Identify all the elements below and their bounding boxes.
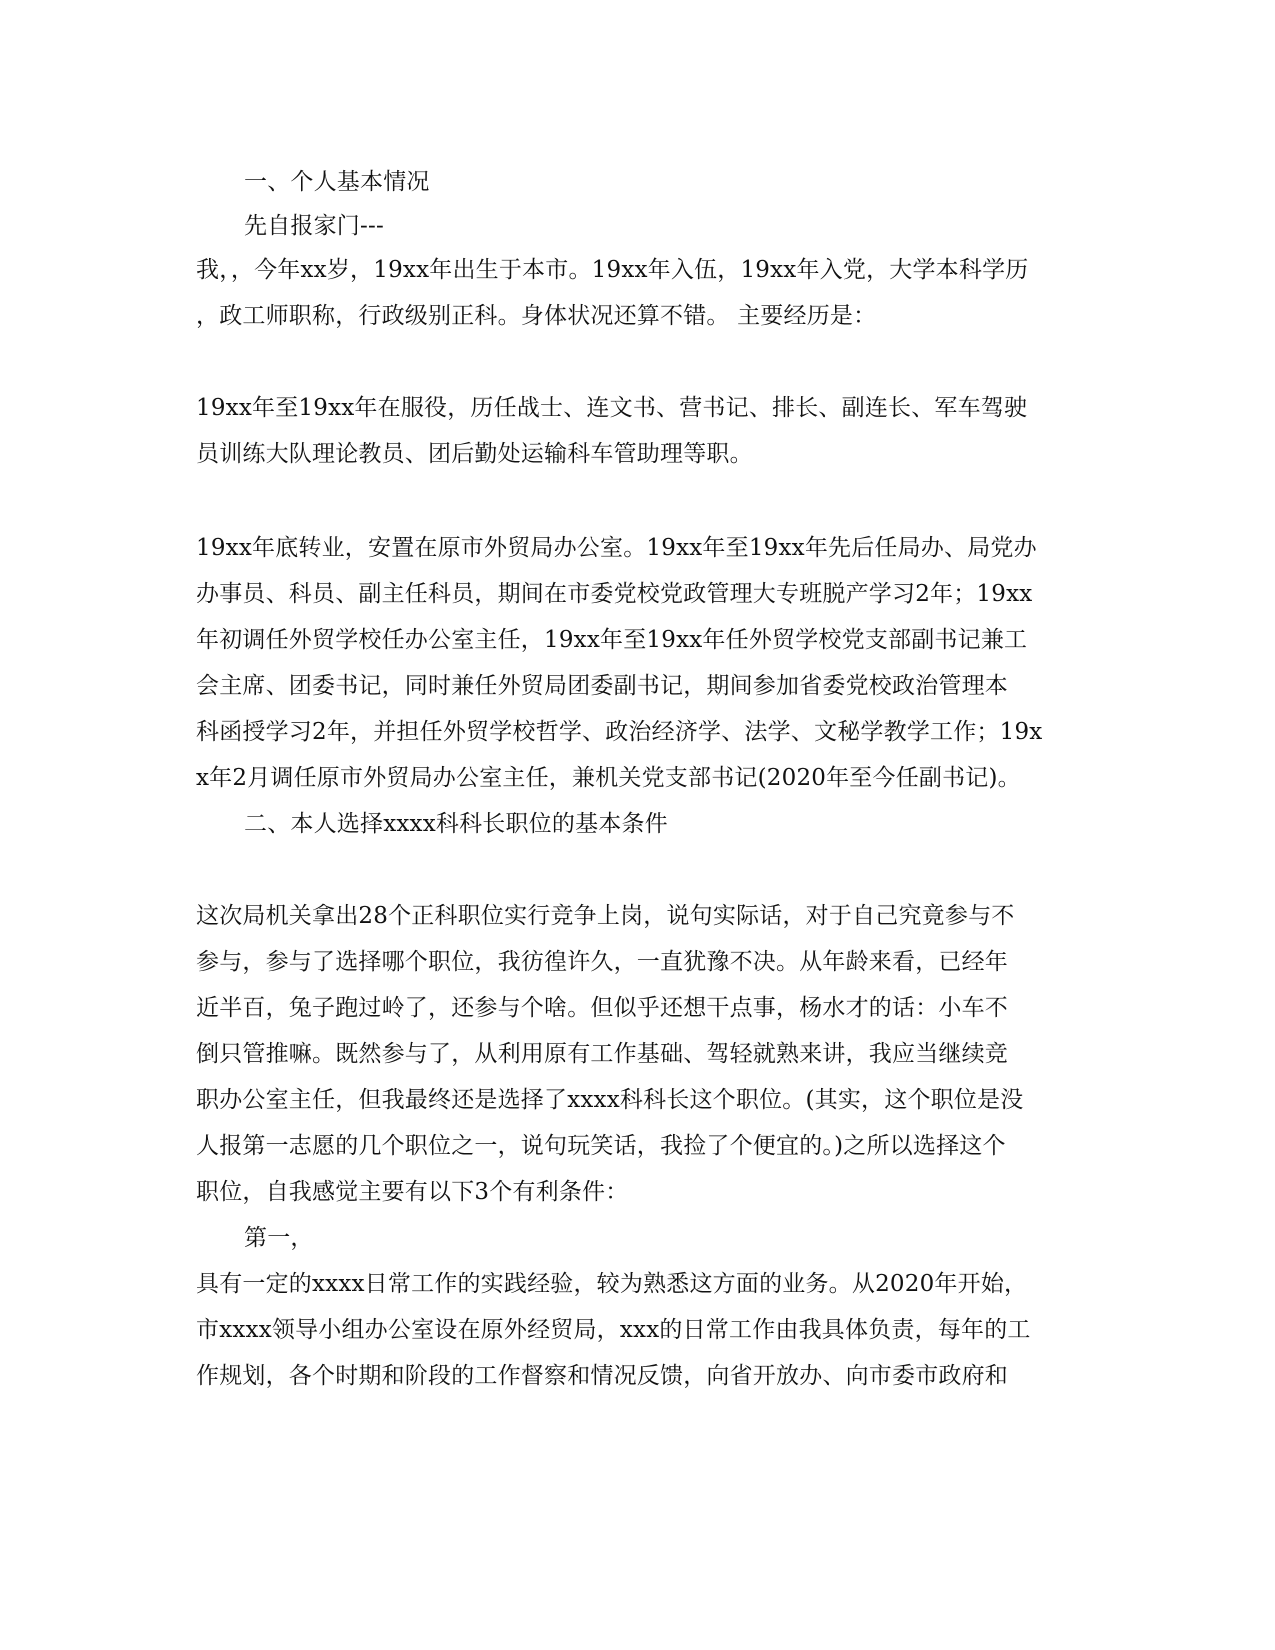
paragraph-line: 这次局机关拿出28个正科职位实行竞争上岗，说句实际话，对于自己究竟参与不 [196, 903, 1015, 929]
paragraph-line: 具有一定的xxxx日常工作的实践经验，较为熟悉这方面的业务。从2020年开始， [196, 1271, 1028, 1297]
paragraph-line: 人报第一志愿的几个职位之一，说句玩笑话，我捡了个便宜的。)之所以选择这个 [196, 1133, 1006, 1159]
paragraph-line: 会主席、团委书记，同时兼任外贸局团委副书记，期间参加省委党校政治管理本 [196, 673, 1008, 699]
paragraph-line: 我，，今年xx岁，19xx年出生于本市。19xx年入伍，19xx年入党，大学本科学历 [196, 257, 1029, 283]
paragraph-line: 员训练大队理论教员、团后勤处运输科车管助理等职。 [196, 441, 753, 467]
paragraph-line: 近半百，兔子跑过岭了，还参与个啥。但似乎还想干点事，杨水才的话：小车不 [196, 995, 1008, 1021]
paragraph-line: 倒只管推嘛。既然参与了，从利用原有工作基础、驾轻就熟来讲，我应当继续竞 [196, 1041, 1008, 1067]
subheading-first: 第一， [244, 1225, 314, 1251]
paragraph-line: 职位，自我感觉主要有以下3个有利条件： [196, 1179, 629, 1205]
heading-personal-info: 一、个人基本情况 [244, 169, 430, 195]
paragraph-line: 市xxxx领导小组办公室设在原外经贸局，xxx的日常工作由我具体负责，每年的工 [196, 1317, 1031, 1343]
paragraph-line: 科函授学习2年，并担任外贸学校哲学、政治经济学、法学、文秘学教学工作；19x [196, 719, 1043, 745]
paragraph-line: 作规划，各个时期和阶段的工作督察和情况反馈，向省开放办、向市委市政府和 [196, 1363, 1008, 1389]
paragraph-line: 参与，参与了选择哪个职位，我彷徨许久，一直犹豫不决。从年龄来看，已经年 [196, 949, 1008, 975]
paragraph-line: 19xx年至19xx年在服役，历任战士、连文书、营书记、排长、副连长、军车驾驶 [196, 395, 1028, 421]
heading-position-conditions: 二、本人选择xxxx科科长职位的基本条件 [244, 811, 668, 837]
paragraph-line: ，政工师职称，行政级别正科。身体状况还算不错。 主要经历是： [196, 303, 877, 329]
paragraph-line: 办事员、科员、副主任科员，期间在市委党校党政管理大专班脱产学习2年；19xx [196, 581, 1033, 607]
paragraph-line: x年2月调任原市外贸局办公室主任，兼机关党支部书记(2020年至今任副书记)。 [196, 765, 1021, 791]
paragraph-line: 职办公室主任，但我最终还是选择了xxxx科科长这个职位。(其实，这个职位是没 [196, 1087, 1024, 1113]
paragraph-line: 19xx年底转业，安置在原市外贸局办公室。19xx年至19xx年先后任局办、局党办 [196, 535, 1037, 561]
paragraph-line: 年初调任外贸学校任办公室主任，19xx年至19xx年任外贸学校党支部副书记兼工 [196, 627, 1028, 653]
intro-line: 先自报家门--- [244, 213, 384, 239]
